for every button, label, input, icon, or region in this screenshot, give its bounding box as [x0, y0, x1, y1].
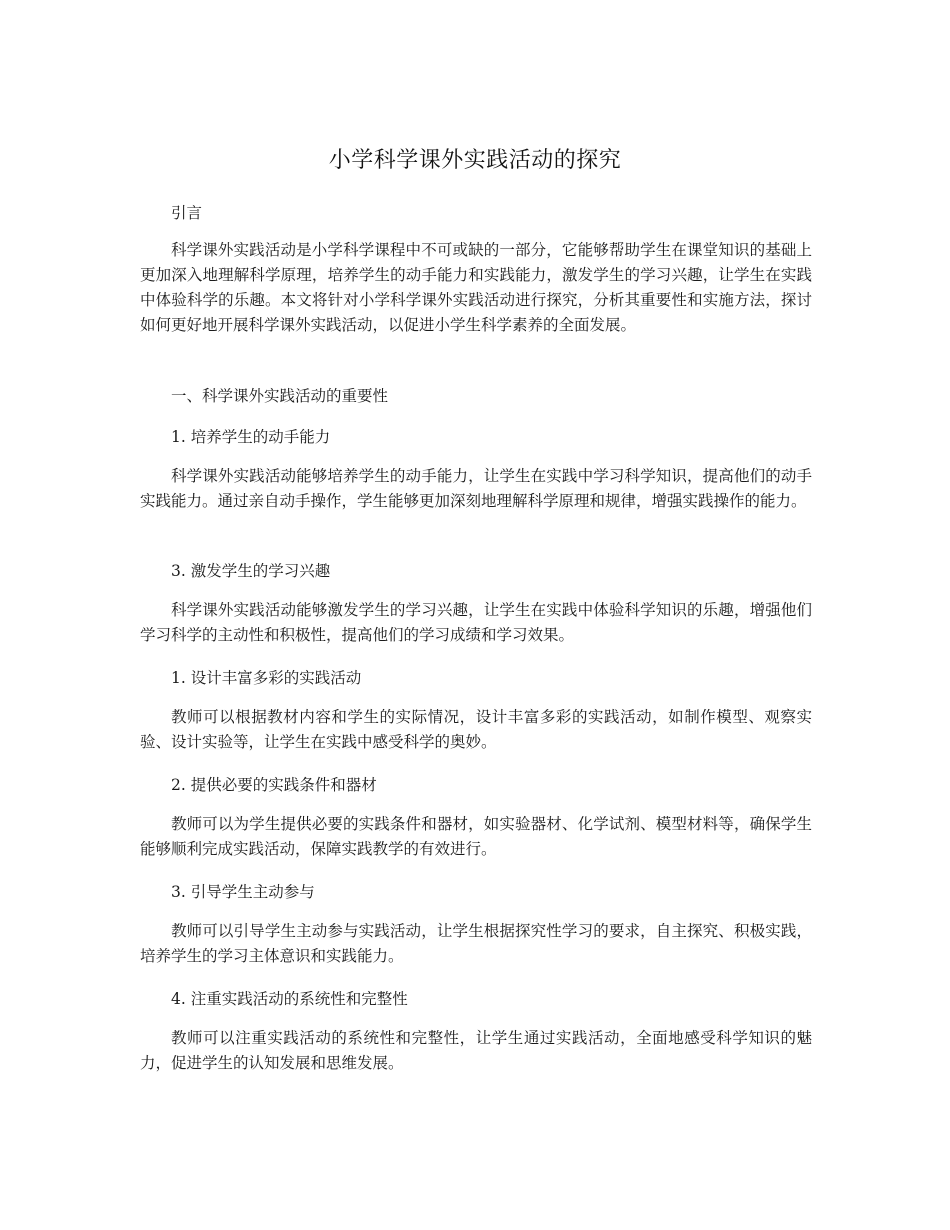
paragraph-design-activities: 教师可以根据教材内容和学生的实际情况，设计丰富多彩的实践活动，如制作模型、观察实验、设计实验等，让学生在实践中感受科学的奥妙。 — [140, 708, 812, 751]
document-title: 小学科学课外实践活动的探究 — [328, 148, 622, 173]
paragraph-intro: 科学课外实践活动是小学科学课程中不可或缺的一部分，它能够帮助学生在课堂知识的基础上更加深入地理解科学原理，培养学生的动手能力和实践能力，激发学生的学习兴趣，让学生在实践中体验科学的乐趣。本文将针对小学科学课外实践活动进行探究，分析其重要性和实施方法，探讨如何更好地开展科学课外实践活动，以促进小学生科学素养的全面发展。 — [140, 241, 812, 334]
paragraph-provide-conditions: 教师可以为学生提供必要的实践条件和器材，如实验器材、化学试剂、模型材料等，确保学生能够顺利完成实践活动，保障实践教学的有效进行。 — [140, 815, 812, 858]
paragraph-guide-participation: 教师可以引导学生主动参与实践活动，让学生根据探究性学习的要求，自主探究、积极实践，培养学生的学习主体意识和实践能力。 — [140, 922, 812, 965]
section-heading-intro: 引言 — [171, 204, 203, 222]
paragraph-systematic: 教师可以注重实践活动的系统性和完整性，让学生通过实践活动，全面地感受科学知识的魅力，促进学生的认知发展和思维发展。 — [140, 1029, 812, 1072]
subheading-systematic: 4. 注重实践活动的系统性和完整性 — [171, 990, 408, 1008]
subheading-hands-on: 1. 培养学生的动手能力 — [171, 428, 331, 446]
subheading-provide-conditions: 2. 提供必要的实践条件和器材 — [171, 776, 377, 794]
subheading-interest: 3. 激发学生的学习兴趣 — [171, 562, 331, 580]
paragraph-hands-on: 科学课外实践活动能够培养学生的动手能力，让学生在实践中学习科学知识，提高他们的动手实践能力。通过亲自动手操作，学生能够更加深刻地理解科学原理和规律，增强实践操作的能力。 — [140, 467, 812, 510]
section-heading-importance: 一、科学课外实践活动的重要性 — [171, 387, 389, 405]
paragraph-interest: 科学课外实践活动能够激发学生的学习兴趣，让学生在实践中体验科学知识的乐趣，增强他们学习科学的主动性和积极性，提高他们的学习成绩和学习效果。 — [140, 601, 812, 644]
subheading-guide-participation: 3. 引导学生主动参与 — [171, 883, 315, 901]
subheading-design-activities: 1. 设计丰富多彩的实践活动 — [171, 669, 362, 687]
